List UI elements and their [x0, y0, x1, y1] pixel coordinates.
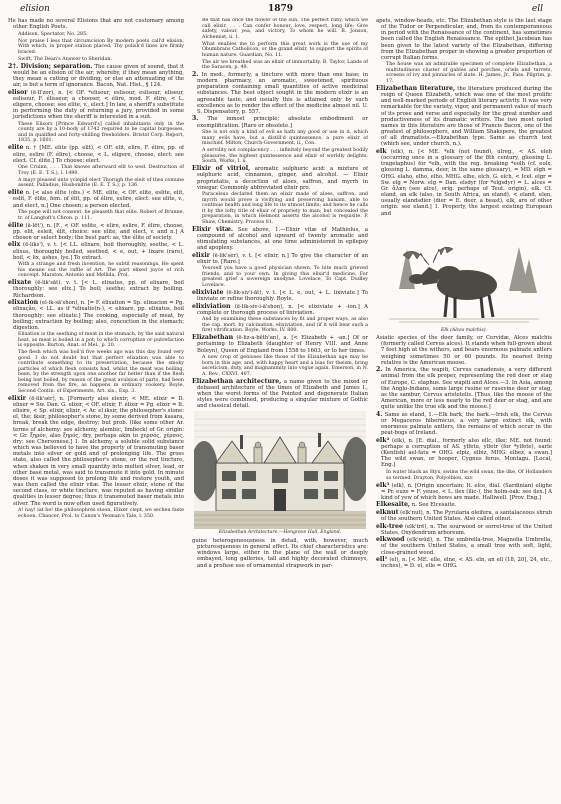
headword: ell¹: [376, 556, 388, 564]
dictionary-page: [8, 4, 553, 800]
definition-text: In med., formerly, a tincture with more than one base; in modern pharmacy, an aromatic, sweetened, spirituous preparation containing small quantities of active medicinal substances. The best object sought in the modern elixir is an agreeable taste, and usually this is attained only by such excellence as to render the effect of the medicine almost nil. U. S. Dispensatory, p. 557.: [197, 72, 368, 115]
dictionary-entry: [192, 227, 368, 252]
dictionary-entry: [376, 412, 552, 437]
definition-text: Same as eland, 1.—Elk bark, the bark.—Irish elk, the Cervus or Megaceros hibernicus, a very large extinct elk, with enormous palmate antlers, the remains of which occur in the peat-bogs of Ireland.: [381, 411, 552, 437]
quote-text: With a strange and fresh invention, he subtil reasonings. He spent his meane out the raffle of Art. The part elixed juyce of rich conceipt. Marston, Antonio and Mellida, Prol.: [18, 262, 184, 279]
definition-text: aromatic sulphuric acid: a mixture of sulphuric acid, cinnamon, ginger, and alcohol. — Elixir proprietatis, a decoction of aloes, saffron, and myrrh in vinegar. Commonly abbreviated elixir pro.: [197, 166, 368, 191]
definition-text: He has made no several Elisions that are not customary among other English Poets.: [8, 18, 184, 31]
headword: 4.: [376, 410, 383, 418]
quote-text: One Cruinn, . . . That knowe afterward elit to wed. Destruction of Troy (E. E. T. S.), l. 1490.: [18, 165, 184, 176]
dictionary-entry: [192, 166, 368, 191]
quote-text: What enables me to perform this great work is the use of my Obumbrans Catholicon, or the grand elixir, to support the spirits of human nature. Guardian, No. 11.: [202, 41, 368, 58]
quote-text: The flesh which was boil'd five weeks ago was this day found very good. I do not doubt but that perfect elixation was able to contribute something to its preservation, because the smoky particles of which flesh consists had, whilst the meat was boiling, been, by the strength upon one another far better than if the flesh being lost boiled, by reason of the great avulsion of parts, had been removed from the fire, as happens in ordinary cookery. Boyle, Second Contin. of Experiments, Art. xix., Exp. 3.: [18, 350, 184, 394]
headword: elkwood: [376, 536, 405, 544]
elk-illustration: [389, 219, 539, 327]
definition-text: (elk'trē), n. The sourwood or sorrel-tree of the United States, Oxydendrum arboreum.: [381, 523, 552, 536]
definition-text: (ā-lēt'), n. [F., < OF. eslite, < elire, eslire, F. élire, choose, pp. elit, esleit, élit, choice: see elite, and elect, v. and n.] A chosen or select body; the best part: as, the élite of society.: [13, 222, 184, 241]
definition-text: See above, 1.—Elixir vitæ of Mathiolus, a compound of alcohol and upward of twenty aromatic and stimulating substances, at one time administered in epilepsy and apoplexy.: [197, 226, 368, 252]
definition-text: (elk), n. [< ME. *elk (not found), ulreg., < AS. eleh (occurring once in a glossary of the 8th century, glossing L. tragelaphus) for *elh, with the reg. breaking *eolh (cf. eolx, glossing L. damma, deer, in the same glossary), = MD. elgh = OHG. elaho, elho, elho, MHG. elhe, elch, G. elch, < Icel. elgr = Sw. elg = Norw. elg = Dan. elsdyr (for *elgsdyr) = L. alces = Gr. ἄλκη (see alce), orig. perhaps of Teut. origin), elk. Cf. eland, an elk (also, in South Africa, an eland), < eland, elen, usually elandsdier (dier = E. deer, a beast), elk, are of other origin: see eland.] 1. Properly, the largest existing European and: [381, 148, 552, 217]
headword: elixate: [8, 279, 32, 287]
dictionary-entry: [376, 483, 552, 501]
headword: 2.: [192, 71, 199, 78]
quote-text: Swift, The Dean's Answer to Sheridan.: [18, 56, 112, 62]
citation-quote: [8, 262, 184, 279]
quote-text: The pope will not consent, he pleaseth that elite. Robert of Brunne, tr. of Langtoft's Chron. p. 111.: [18, 210, 184, 221]
headword: elknut: [376, 508, 399, 516]
headword: elixiviate: [192, 288, 224, 296]
definition-text: Asiatic species of the deer family, or Cervidæ, Alces malchis (formerly called Cervus alces). It stands when full-grown about 7 feet high at the withers, and bears enormous palmate antlers weighing sometimes 50 or 60 pounds. Its nearest living relative is the American moose.: [376, 335, 552, 366]
dictionary-entry: [376, 367, 552, 410]
definition-text: the literature produced during the reign of Queen Elizabeth, which was one of the most prolific and well-marked periods of English literary activity. It was very remarkable for the variety, vigor, and permanent value of much of its prose and verse and especially for the great number and productiveness of its dramatic writers. The two most noted names in this literature are those of Francis Bacon, one of the greatest of philosophers, and William Shakspere, the greatest of all dramatists.—Elizabethan type. Same as church text (which see, under church, n.).: [381, 85, 552, 148]
headword: elixir: [8, 394, 26, 402]
quote-text: Be that has once the flower of the sun, The perfect ruby, which we call elixir, . . . Can confer honour, love, respect, long life; Give safety, valour, yea, and victory, To whom he will. B. Jonson, Alchemist, ii. 1.: [202, 18, 368, 40]
headword: Elixir vitæ.: [192, 225, 234, 233]
citation-quote: [192, 60, 368, 71]
definition-text: guine heterogeneousness in detail, with, however, much picturesqueness in general effect. Its chief characteristics are: windows large, either in the plane of the wall or deeply embayed, long galleries, tall and highly decorated chimneys, and a profuse use of ornamental strapwork in par-: [192, 537, 368, 569]
headword: elk²: [376, 436, 390, 444]
header-left-guideword: elision: [20, 4, 50, 14]
citation-quote: [192, 18, 368, 40]
headword: Elizabethan literature,: [376, 84, 456, 92]
headword: elisor: [8, 88, 28, 96]
dictionary-entry: [376, 502, 552, 508]
page-header: [8, 4, 553, 16]
quote-text: And by examining these substances by fit and proper ways, as also the cap. mort. by calcination, elixiviation, and (if it will bear such a fire) vitrification. Boyle, Works, IV. 800.: [202, 317, 368, 334]
headword: elk³: [376, 481, 390, 489]
headword: elite: [8, 144, 24, 152]
citation-quote: [8, 332, 184, 349]
quote-text: Paracelsus declared them an elixir made of aloes, saffron, and myrrh would prove a vivifying and preserving balsam, able to continue health and long life to its utmost limits; and hence he calls it by the lofty title of elixir of propriety to man; but concealed the preparation, in which Helmont asserts the alcohol is requisite. P. Shaw, Chemistry, Process 81.: [202, 192, 368, 225]
quote-text: A! nay! lat be! the philosophres stoon, Elixer clept, we sechen faste echoon. Chaucer, Prol. to Canon's Yeoman's Tale, l. 350.: [18, 508, 184, 519]
citation-quote: [8, 508, 184, 519]
column-3: [376, 18, 552, 798]
citation-quote: [8, 57, 184, 63]
citation-quote: [192, 192, 368, 225]
citation-quote: [8, 165, 184, 176]
citation-quote: [376, 62, 552, 84]
headword: elixiviation: [192, 302, 231, 310]
citation-quote: [8, 210, 184, 221]
headword: 2†. Division; separation.: [8, 62, 93, 70]
dictionary-entry: [376, 335, 552, 366]
citation-quote: [8, 122, 184, 144]
quote-text: In water black as Styx, swims the wild swan, the ilke, Of Hollanders so termed. Drayton, Polyolbion, xxv.: [386, 470, 552, 481]
definition-text: apets, window-heads, etc. The Elizabethan style is the last stage of the Tudor or Perpendicular, and, from its contemporaneous in period with the Renaissance of the continent, has sometimes been called the English Renaissance. The epithet Jacobean has been given to the latest variety of the Elizabethan, differing from the Elizabethan proper in showing a greater proportion of corrupt Italian forms.: [376, 18, 552, 61]
dictionary-entry: [376, 524, 552, 536]
quote-text: Elixation is the seething of meat in the stomach, by the said natural heat, as meat is boiled in a pot; to which corruption or putrefaction is opposite. Burton, Anat. of Mel., p. 20.: [18, 332, 184, 349]
headword: elixation: [8, 299, 39, 307]
dictionary-entry: [8, 280, 184, 298]
dictionary-entry: [376, 18, 552, 61]
quote-text: Nor praise I less that circumcision By modern poets call'd elision, With which, in proper station placed, Thy polish'd lines are firmly braced.: [18, 38, 184, 55]
quote-text: These Elisors [Prince Edward's] called inhabitants only in the county are by a 10-body of 1742 required to be capital burgesses, and in qualified and forty-shilling freeholders. Bristol Corp. Report, 1835, p. 1601.: [18, 121, 184, 144]
dictionary-entry: [376, 537, 552, 555]
definition-text: (ē-liks'), v. t. [< LL. elixare, boil thoroughly, seethe, < L. elixus, thoroughly boiled, seethed, < e, out, + lixare (rare), boil, < lix, ashes, lye.] To extract.: [13, 242, 184, 261]
quote-text: The house was an admirable specimen of complete Elizabethan, a multitudinous cluster of gables and porches, oriels and turrets, screens of ivy and pinnacles of slate. H. James, Jr., Pass. Pilgrim, p. 17.: [386, 62, 552, 84]
figure-elk: [376, 219, 552, 334]
headword: 3.: [192, 115, 199, 123]
dictionary-entry: [376, 510, 552, 522]
definition-text: (ē-lik-siv'i-āt), v. t. [< L. e, out, + L. lixiviate.] To lixiviate or refine thoroughly. Boyle.: [197, 289, 368, 303]
elizabethan-hall-illustration: [194, 411, 366, 529]
dictionary-entry: [192, 72, 368, 115]
dictionary-entry: [192, 116, 368, 128]
citation-quote: [376, 470, 552, 481]
columns: [8, 18, 553, 798]
figure-caption-elk: Elk (Alces malchis).: [441, 327, 487, 333]
dictionary-entry: [376, 438, 552, 469]
headword: Elizabethan architecture,: [192, 377, 282, 385]
dictionary-entry: [192, 253, 368, 265]
dictionary-entry: [8, 223, 184, 241]
headword: elk: [376, 147, 387, 155]
quote-text: Yourself you have a good physician shown, To bite much grieved friends, and to your own, In giving this elixir'd medicine, For greatest grief a sovereign anodyne. Lovelace, To Capt. Dudley Lovelace.: [202, 266, 368, 288]
definition-text: The cause given of sound, that it would be an elision of the air, whereby, if they mean anything, they mean a cutting or dividing, or else an attenuating of the air, is but a term of ignorance. Bacon, Nat. Hist., § 124.: [13, 63, 184, 89]
definition-text: n. † [ME. elite (pp. elit), < OF. elit, elire, F. élire, pp. of elire, eslire (F. élire), choose, < L. eligere, choose, elect: see elect. Cf. élite.] To choose; elect.: [13, 145, 184, 164]
header-right-guideword: ell: [531, 4, 543, 14]
column-2: [192, 18, 368, 798]
dictionary-entry: [192, 290, 368, 302]
dictionary-entry: [8, 396, 184, 507]
citation-quote: [8, 178, 184, 189]
quote-text: A new crop of geniuses like those of the Elizabethan age may be born in this age, and, with happy heart and a bias for theism, bring asceticism, duty, and magnanimity into vogue again. Emerson, in N. A. Rev., CXXVI. 407.: [202, 355, 368, 377]
definition-text: a name given to the mixed or debased architecture of the times of Elizabeth and James I., when the worst forms of the Pointed and degenerate Italian styles were combined, producing a singular mixture of Gothic and classical detail.: [197, 378, 368, 410]
headword: Elkesaite,: [376, 501, 411, 509]
definition-text: (el), n. [< ME. elle, elne, < AS. eln, an ell (18, 20], 24, etc., inches), = D. el, elle = OHG.: [381, 557, 552, 570]
definition-text: (elk), n. [E. dial., formerly also ellc, ilke; ME. not found; perhaps a corruption of AS. ylfetu, ylfetr (for *ylfete), earle (Kentish) ael-fatu = OHG. elpiz, elbiz, MHG. elbez, a swan.] The wild swan, or hooper, Cygnus ferus. Montagu. [Local, Eng.]: [381, 437, 552, 469]
figure-caption-architecture: Elizabethan Architecture.—Hengrave Hall, England.: [218, 530, 342, 536]
definition-text: (ē-lik'sāt), v. t. [< L. elixatus, pp. of elixare, boil thoroughly: see elix.] To boil; seethe; extract by boiling. Richardson.: [13, 280, 184, 299]
citation-quote: [192, 266, 368, 288]
dictionary-entry: [376, 557, 552, 569]
citation-quote: [8, 32, 184, 38]
quote-text: The air we breathed was an elixir of immortality. B. Taylor, Lands of the Saracen, p. 49.: [202, 59, 368, 70]
citation-quote: [192, 130, 368, 147]
headword: Elizabethan: [192, 334, 234, 342]
dictionary-entry: [192, 538, 368, 569]
dictionary-entry: [8, 145, 184, 163]
definition-text: (ē-liz-a-bēth'an), a. [< Elizabeth + -an.] Of or pertaining to Elizabeth (daughter of Henry VIII. and Anne Boleyn), Queen of England from 1558 to 1603, or to her times.: [197, 335, 368, 354]
citation-quote: [192, 317, 368, 334]
column-1: [8, 18, 184, 798]
headword: elixir: [192, 251, 210, 259]
definition-text: (ē-lik'sėr), v. t. [< elixir, n.] To give the character of an elixir to. [Rare.]: [197, 252, 368, 265]
quote-text: A servility not complacency . . . infinitely beyond the greatest bodily pleasures, the highest quintessence and elixir of worldly delights. South, Works, I. ii.: [202, 148, 368, 165]
citation-quote: [8, 350, 184, 394]
definition-text: (el-ik-sā'shon), n. [= F. élixation = Sp. elixacion = Pg. elixação, < LL. as if *elixatio(n-), < elixare, pp. elixatus, boil thoroughly: see elixate.] The cooking, especially of meat, by boiling; extraction by boiling; also, concoction in the stomach; digestion.: [13, 300, 184, 331]
dictionary-entry: [376, 86, 552, 148]
citation-quote: [8, 39, 184, 56]
headword: elix: [8, 241, 21, 249]
dictionary-entry: [192, 335, 368, 353]
definition-text: (ē-lī'zor), n. [< OF. *elisour, eslisour, eslisour, eliseur, eslisour, F. élisseur, a chooser, < élire, mod. F. élire, < L. eligere, choose: see elite, v., elect.] In law, a sheriff's substitute in performing the duty of returning a jury, provided in some jurisdictions when the sheriff is interested in a suit.: [13, 89, 184, 121]
header-page-number: 1879: [267, 4, 294, 14]
dictionary-entry: [8, 242, 184, 260]
headword: elk-tree: [376, 522, 403, 530]
definition-text: (elk'wūd), n. The umbrella-tree, Magnolia Umbrella, of the southern United States, a small tree with soft, light, close-grained wood.: [381, 537, 552, 556]
dictionary-entry: [376, 149, 552, 217]
dictionary-entry: [192, 304, 368, 316]
definition-text: (elk'nut), n. The Pyrularia oleifera, a santalaceous shrub of the southern United States. Also called oilnut.: [381, 509, 552, 523]
dictionary-entry: [8, 64, 184, 89]
definition-text: (ē-lik-siv-i-ā'shon), n. [< elixiviate + -ion.] A complete or thorough process of lixiviation.: [197, 303, 368, 316]
dictionary-entry: [192, 379, 368, 410]
quote-text: Addison, Spectator, No. 285.: [18, 31, 88, 37]
dictionary-entry: [8, 190, 184, 208]
definition-text: The inmost principle; absolute embodiment or exemplification. [Rare or obsolete.]: [197, 116, 368, 129]
citation-quote: [192, 42, 368, 59]
definition-text: n. [< also élite (obs.) < ME. elite, < OF. elite, eslite, elit, eslit, F. élite, fem. of élit, pp. of élire, eslire, elect: see elite, v., and elect, n.] One chosen; a person elected.: [13, 190, 184, 209]
headword: elite: [8, 189, 24, 197]
figure-elizabethan-architecture: [192, 411, 368, 536]
definition-text: (elk), n. [Origin uncertain; It. elce, dial. (Sardinian) elighe = Pr. euze = F. yeuse, < L. ilex (ilic-), the holm-oak: see ilex.] A kind of yew of which bows are made. Halliwell. [Prov. Eng.]: [381, 482, 552, 501]
headword: élite: [8, 221, 24, 229]
quote-text: A mayr pleased unto yclepid elect Thorugh the eleit of thes comune assent. Palladius, Husbondrie (E. E. T. S.), p. 136.: [18, 177, 184, 189]
headword: Elixir of vitriol,: [192, 165, 251, 173]
headword: 2.: [376, 366, 383, 374]
definition-text: In America, the wapiti, Cervus canadensis, a very different animal from the elk proper, representing the red deer or stag of Europe, C. elaphus. See wapiti and Alces.—3. In Asia, among the Anglo-Indians, some large rusine or rusevine deer or stag, as the sambur, Cervus aristotelis. [Thus, like the moose of the American, more or less nearly to the red deer or stag, and are quite unlike the true elk and the moose.]: [381, 367, 552, 411]
citation-quote: [192, 355, 368, 377]
dictionary-entry: [8, 300, 184, 331]
dictionary-entry: [8, 18, 184, 30]
dictionary-entry: [8, 90, 184, 121]
definition-text: (ē-lik'sėr), n. [Formerly also elexir; < ME. elixir = D. elixer = Sw. Dan. G. elixir, < OF. elixir, F. élixir = Pg. elixir = It. elisire, < Sp. elixir, elixir, < Ar. el iksir, the philosopher's stone: el, the; iksir, philosopher's stone, by some derived from kasara, break, break the edge, destroy; but prob. (like some other Ar. terms of alchemy: see alchemy, alembic, limbeck) of Gr. origin: < Gr. ξηρόν, also ξηρός, dry, perhaps akin to χερσός, χέρσος, dry: see Chersonese.] 1. In alchemy, a soluble solid substance which was believed to have the property of transmuting baser metals into silver or gold and of prolonging life. The gross state, also called the philosopher's stone, or the red tincture, when shaken in very small quantity into melted silver, lead, or other base metal, was said to transmute it into gold. In minute doses it was supposed to prolong life and restore youth, and was then called the elixir vitæ. The lesser elixir, stone of the second class, or white tincture, was reputed as having similar qualities in lesser degree; thus it transmuted baser metals into silver. The word is now often used figuratively.: [13, 395, 184, 507]
quote-text: She is not only a kind of evil as hath any good or use in it, which many evils have, but a distill'd quintessence, a pure elixir of mischief. Milton, Church-Government, ii., Con.: [202, 130, 368, 147]
definition-text: n. See Elcesaite.: [411, 502, 457, 509]
citation-quote: [192, 148, 368, 165]
